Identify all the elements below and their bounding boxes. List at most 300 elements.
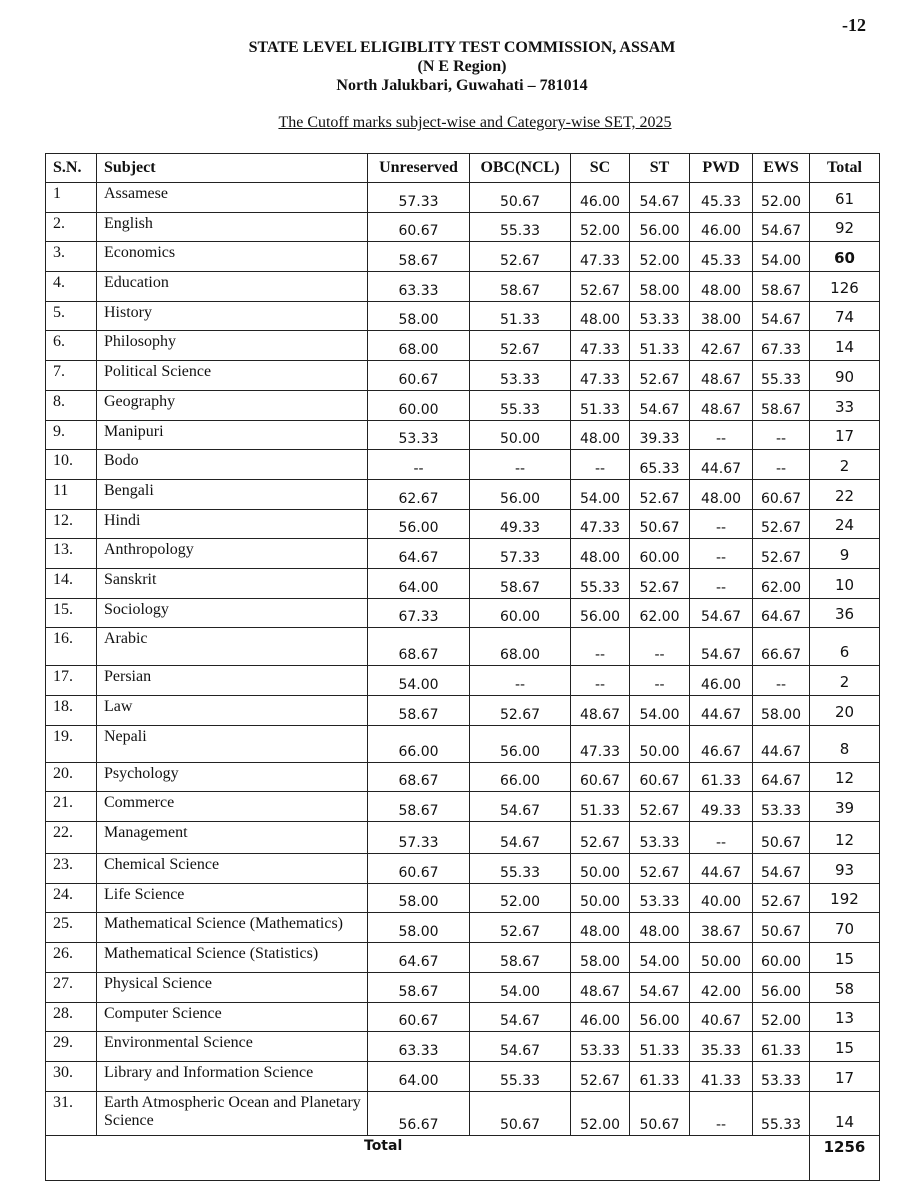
col-header-ews: EWS: [753, 154, 810, 183]
cell-sn: 4.: [46, 272, 97, 302]
cell-sn: 6.: [46, 331, 97, 361]
cell-total: 10: [810, 568, 880, 598]
cell-unreserved: 57.33: [368, 822, 470, 854]
table-row: [46, 666, 880, 696]
cell-sc: 52.67: [571, 272, 630, 302]
cell-pwd: 40.67: [690, 1002, 753, 1032]
cell-unreserved: 60.67: [368, 212, 470, 242]
table-row: [46, 479, 880, 509]
cell-ews: 52.67: [753, 883, 810, 913]
table-row: [46, 509, 880, 539]
cell-sn: 9.: [46, 420, 97, 450]
cell-sn: 22.: [46, 822, 97, 854]
cell-pwd: 46.00: [690, 666, 753, 696]
grand-total: 1256: [810, 1135, 880, 1180]
cell-pwd: 46.67: [690, 725, 753, 762]
cell-total: 14: [810, 331, 880, 361]
cell-unreserved: 63.33: [368, 1032, 470, 1062]
cell-subject: Mathematical Science (Statistics): [97, 943, 368, 973]
cell-st: 56.00: [630, 212, 690, 242]
table-row: [46, 301, 880, 331]
cell-pwd: --: [690, 822, 753, 854]
cell-ews: 52.67: [753, 509, 810, 539]
cell-total: 24: [810, 509, 880, 539]
cell-unreserved: 64.00: [368, 1061, 470, 1091]
cell-pwd: 46.00: [690, 212, 753, 242]
cell-subject: Physical Science: [97, 972, 368, 1002]
cell-subject: Bengali: [97, 479, 368, 509]
cell-pwd: 45.33: [690, 183, 753, 213]
cell-sn: 21.: [46, 792, 97, 822]
cell-st: 54.00: [630, 943, 690, 973]
cell-obc: 57.33: [470, 539, 571, 569]
cell-sn: 28.: [46, 1002, 97, 1032]
cell-ews: 64.67: [753, 598, 810, 628]
cell-sn: 18.: [46, 696, 97, 726]
cell-unreserved: 67.33: [368, 598, 470, 628]
cell-ews: 58.67: [753, 272, 810, 302]
cell-subject: Education: [97, 272, 368, 302]
cell-subject: Anthropology: [97, 539, 368, 569]
cell-sn: 19.: [46, 725, 97, 762]
cell-st: 54.67: [630, 183, 690, 213]
cell-subject: Earth Atmospheric Ocean and Planetary Science: [97, 1091, 368, 1135]
cell-st: 65.33: [630, 450, 690, 480]
cell-pwd: 35.33: [690, 1032, 753, 1062]
cell-pwd: 44.67: [690, 696, 753, 726]
cell-subject: Political Science: [97, 361, 368, 391]
cell-obc: 55.33: [470, 390, 571, 420]
cell-subject: Arabic: [97, 628, 368, 666]
cell-unreserved: 56.67: [368, 1091, 470, 1135]
cell-sn: 30.: [46, 1061, 97, 1091]
cell-subject: Assamese: [97, 183, 368, 213]
cell-ews: 60.00: [753, 943, 810, 973]
cell-sn: 8.: [46, 390, 97, 420]
cell-st: 60.00: [630, 539, 690, 569]
cell-sn: 12.: [46, 509, 97, 539]
cell-subject: Chemical Science: [97, 854, 368, 884]
cell-total: 13: [810, 1002, 880, 1032]
cell-st: 53.33: [630, 883, 690, 913]
cell-ews: --: [753, 420, 810, 450]
cell-pwd: 45.33: [690, 242, 753, 272]
table-row: [46, 361, 880, 391]
cell-pwd: 41.33: [690, 1061, 753, 1091]
table-row: [46, 822, 880, 854]
cell-subject: Environmental Science: [97, 1032, 368, 1062]
cell-st: 58.00: [630, 272, 690, 302]
cell-unreserved: 64.00: [368, 568, 470, 598]
cell-sn: 24.: [46, 883, 97, 913]
cell-pwd: 40.00: [690, 883, 753, 913]
cell-obc: 68.00: [470, 628, 571, 666]
cell-sn: 11: [46, 479, 97, 509]
cell-st: 54.00: [630, 696, 690, 726]
cell-sc: --: [571, 666, 630, 696]
cell-unreserved: 68.00: [368, 331, 470, 361]
cell-pwd: --: [690, 1091, 753, 1135]
cell-pwd: 49.33: [690, 792, 753, 822]
cell-subject: Mathematical Science (Mathematics): [97, 913, 368, 943]
table-row: [46, 568, 880, 598]
cell-subject: Management: [97, 822, 368, 854]
cell-st: 52.67: [630, 792, 690, 822]
table-row: [46, 1032, 880, 1062]
cell-total: 39: [810, 792, 880, 822]
table-row: [46, 598, 880, 628]
col-header-sn: S.N.: [46, 154, 97, 183]
cell-st: 52.67: [630, 568, 690, 598]
cell-subject: Geography: [97, 390, 368, 420]
table-row: [46, 390, 880, 420]
cell-subject: Life Science: [97, 883, 368, 913]
col-header-st: ST: [630, 154, 690, 183]
table-row: [46, 539, 880, 569]
cell-obc: 54.67: [470, 822, 571, 854]
cell-st: --: [630, 666, 690, 696]
cell-sc: 55.33: [571, 568, 630, 598]
table-row: [46, 628, 880, 666]
table-row: [46, 1002, 880, 1032]
cell-obc: 55.33: [470, 212, 571, 242]
cell-total: 126: [810, 272, 880, 302]
cell-pwd: 48.67: [690, 361, 753, 391]
cell-sc: 52.00: [571, 212, 630, 242]
cell-st: --: [630, 628, 690, 666]
cell-ews: 55.33: [753, 1091, 810, 1135]
cell-sn: 20.: [46, 762, 97, 792]
cell-subject: Computer Science: [97, 1002, 368, 1032]
cell-unreserved: 54.00: [368, 666, 470, 696]
cell-sn: 31.: [46, 1091, 97, 1135]
cell-st: 39.33: [630, 420, 690, 450]
cell-sn: 15.: [46, 598, 97, 628]
cell-unreserved: 68.67: [368, 628, 470, 666]
cell-ews: 56.00: [753, 972, 810, 1002]
cell-obc: 52.67: [470, 242, 571, 272]
table-row: [46, 1061, 880, 1091]
cell-sc: 47.33: [571, 509, 630, 539]
cell-unreserved: 60.67: [368, 1002, 470, 1032]
cutoff-table: [45, 153, 880, 1181]
cell-ews: 52.00: [753, 183, 810, 213]
cell-ews: 62.00: [753, 568, 810, 598]
cell-st: 62.00: [630, 598, 690, 628]
cell-ews: --: [753, 666, 810, 696]
cell-ews: 54.67: [753, 301, 810, 331]
cell-sc: 48.00: [571, 913, 630, 943]
cell-unreserved: 58.67: [368, 972, 470, 1002]
cell-sn: 2.: [46, 212, 97, 242]
cell-obc: 52.00: [470, 883, 571, 913]
cell-pwd: --: [690, 568, 753, 598]
cell-total: 9: [810, 539, 880, 569]
cell-pwd: 44.67: [690, 450, 753, 480]
cell-sc: 51.33: [571, 792, 630, 822]
col-header-pwd: PWD: [690, 154, 753, 183]
cell-total: 90: [810, 361, 880, 391]
cell-unreserved: 58.67: [368, 696, 470, 726]
cell-pwd: 38.00: [690, 301, 753, 331]
table-row: [46, 762, 880, 792]
cell-st: 54.67: [630, 390, 690, 420]
cell-obc: 56.00: [470, 479, 571, 509]
table-row: [46, 725, 880, 762]
cell-unreserved: 60.67: [368, 361, 470, 391]
cell-ews: 61.33: [753, 1032, 810, 1062]
cell-sc: 58.00: [571, 943, 630, 973]
cell-unreserved: 58.00: [368, 301, 470, 331]
cell-sn: 7.: [46, 361, 97, 391]
cell-sn: 17.: [46, 666, 97, 696]
cell-pwd: --: [690, 509, 753, 539]
cell-obc: 54.00: [470, 972, 571, 1002]
cell-sc: 48.67: [571, 972, 630, 1002]
cell-st: 53.33: [630, 301, 690, 331]
col-header-sc: SC: [571, 154, 630, 183]
cell-pwd: 48.00: [690, 272, 753, 302]
cell-obc: 54.67: [470, 792, 571, 822]
cell-sc: 48.67: [571, 696, 630, 726]
cell-obc: 50.00: [470, 420, 571, 450]
cell-obc: 51.33: [470, 301, 571, 331]
cell-pwd: 54.67: [690, 598, 753, 628]
cell-subject: Persian: [97, 666, 368, 696]
cell-subject: Psychology: [97, 762, 368, 792]
cell-ews: 53.33: [753, 1061, 810, 1091]
cell-obc: --: [470, 450, 571, 480]
cell-total: 61: [810, 183, 880, 213]
col-header-obc: OBC(NCL): [470, 154, 571, 183]
cell-sc: --: [571, 628, 630, 666]
cell-sc: 60.67: [571, 762, 630, 792]
cell-total: 33: [810, 390, 880, 420]
cell-obc: 53.33: [470, 361, 571, 391]
table-row: [46, 913, 880, 943]
cell-sc: 52.67: [571, 822, 630, 854]
cell-st: 56.00: [630, 1002, 690, 1032]
table-row: [46, 792, 880, 822]
table-caption: [0, 114, 924, 132]
cell-ews: 58.67: [753, 390, 810, 420]
table-header-row: [46, 154, 880, 183]
cell-ews: 53.33: [753, 792, 810, 822]
cell-pwd: 44.67: [690, 854, 753, 884]
cell-st: 52.00: [630, 242, 690, 272]
cell-st: 52.67: [630, 854, 690, 884]
table-row: [46, 1091, 880, 1135]
cell-subject: Bodo: [97, 450, 368, 480]
cell-ews: 50.67: [753, 822, 810, 854]
cell-unreserved: 56.00: [368, 509, 470, 539]
table-row: [46, 183, 880, 213]
cell-pwd: --: [690, 539, 753, 569]
table-row: [46, 943, 880, 973]
cell-sn: 16.: [46, 628, 97, 666]
cell-obc: 58.67: [470, 943, 571, 973]
cell-pwd: 50.00: [690, 943, 753, 973]
cell-sc: 46.00: [571, 1002, 630, 1032]
cell-subject: English: [97, 212, 368, 242]
cell-obc: --: [470, 666, 571, 696]
cell-unreserved: 64.67: [368, 943, 470, 973]
org-name: STATE LEVEL ELIGIBLITY TEST COMMISSION, ASSAM: [248, 39, 676, 56]
table-row: [46, 450, 880, 480]
cell-unreserved: 57.33: [368, 183, 470, 213]
cell-subject: Library and Information Science: [97, 1061, 368, 1091]
cell-total: 2: [810, 450, 880, 480]
cell-ews: 67.33: [753, 331, 810, 361]
cell-st: 50.67: [630, 509, 690, 539]
cell-sn: 25.: [46, 913, 97, 943]
cell-unreserved: 68.67: [368, 762, 470, 792]
cell-pwd: 42.67: [690, 331, 753, 361]
cell-st: 54.67: [630, 972, 690, 1002]
cell-obc: 66.00: [470, 762, 571, 792]
cell-total: 74: [810, 301, 880, 331]
cell-ews: 50.67: [753, 913, 810, 943]
cell-sc: 47.33: [571, 361, 630, 391]
cell-obc: 60.00: [470, 598, 571, 628]
table-row: [46, 854, 880, 884]
cell-pwd: 48.00: [690, 479, 753, 509]
cell-obc: 52.67: [470, 331, 571, 361]
cell-ews: 58.00: [753, 696, 810, 726]
cell-sn: 5.: [46, 301, 97, 331]
table-body: [46, 183, 880, 1136]
cell-ews: 54.67: [753, 212, 810, 242]
cell-sn: 14.: [46, 568, 97, 598]
cell-subject: Hindi: [97, 509, 368, 539]
cell-sn: 29.: [46, 1032, 97, 1062]
cell-sn: 27.: [46, 972, 97, 1002]
cell-subject: Manipuri: [97, 420, 368, 450]
address: North Jalukbari, Guwahati – 781014: [336, 77, 588, 94]
cell-sc: 47.33: [571, 725, 630, 762]
col-header-unreserved: Unreserved: [368, 154, 470, 183]
cell-subject: Nepali: [97, 725, 368, 762]
cell-sc: 53.33: [571, 1032, 630, 1062]
cell-sn: 23.: [46, 854, 97, 884]
table-row: [46, 242, 880, 272]
table-row: [46, 272, 880, 302]
cell-unreserved: 62.67: [368, 479, 470, 509]
cell-st: 51.33: [630, 1032, 690, 1062]
table-row: [46, 972, 880, 1002]
cell-subject: Economics: [97, 242, 368, 272]
cell-subject: History: [97, 301, 368, 331]
cell-total: 6: [810, 628, 880, 666]
cell-sn: 10.: [46, 450, 97, 480]
table-row: [46, 696, 880, 726]
cell-pwd: 48.67: [690, 390, 753, 420]
cell-st: 61.33: [630, 1061, 690, 1091]
cell-unreserved: 63.33: [368, 272, 470, 302]
cell-sn: 3.: [46, 242, 97, 272]
total-row: [46, 1135, 880, 1180]
cell-obc: 54.67: [470, 1032, 571, 1062]
cell-sc: 47.33: [571, 242, 630, 272]
cell-unreserved: 53.33: [368, 420, 470, 450]
cell-sc: 56.00: [571, 598, 630, 628]
cell-sc: 48.00: [571, 301, 630, 331]
cell-total: 70: [810, 913, 880, 943]
cell-sn: 26.: [46, 943, 97, 973]
cell-st: 51.33: [630, 331, 690, 361]
total-label: Total: [46, 1135, 810, 1180]
cell-obc: 55.33: [470, 1061, 571, 1091]
cell-st: 60.67: [630, 762, 690, 792]
cell-st: 50.00: [630, 725, 690, 762]
cell-st: 50.67: [630, 1091, 690, 1135]
cell-obc: 58.67: [470, 272, 571, 302]
cell-sc: 48.00: [571, 420, 630, 450]
cell-total: 58: [810, 972, 880, 1002]
header-text: [0, 38, 924, 95]
cell-unreserved: --: [368, 450, 470, 480]
cell-obc: 54.67: [470, 1002, 571, 1032]
table-row: [46, 331, 880, 361]
cell-pwd: 38.67: [690, 913, 753, 943]
cell-st: 48.00: [630, 913, 690, 943]
region: (N E Region): [417, 58, 507, 75]
cell-obc: 50.67: [470, 183, 571, 213]
cell-total: 60: [810, 242, 880, 272]
cell-obc: 49.33: [470, 509, 571, 539]
cell-st: 52.67: [630, 361, 690, 391]
cell-total: 36: [810, 598, 880, 628]
cell-unreserved: 58.00: [368, 913, 470, 943]
cell-st: 53.33: [630, 822, 690, 854]
cell-sc: 52.00: [571, 1091, 630, 1135]
cell-obc: 56.00: [470, 725, 571, 762]
cell-sn: 1: [46, 183, 97, 213]
cell-sc: 50.00: [571, 883, 630, 913]
cell-subject: Sanskrit: [97, 568, 368, 598]
cell-ews: 54.00: [753, 242, 810, 272]
table-row: [46, 420, 880, 450]
table-row: [46, 212, 880, 242]
cell-total: 22: [810, 479, 880, 509]
cell-pwd: 54.67: [690, 628, 753, 666]
cell-ews: 52.67: [753, 539, 810, 569]
cell-ews: --: [753, 450, 810, 480]
cell-sc: 52.67: [571, 1061, 630, 1091]
cell-total: 12: [810, 762, 880, 792]
cell-ews: 66.67: [753, 628, 810, 666]
cell-ews: 60.67: [753, 479, 810, 509]
cell-unreserved: 60.00: [368, 390, 470, 420]
cell-subject: Philosophy: [97, 331, 368, 361]
cell-total: 8: [810, 725, 880, 762]
cell-pwd: 42.00: [690, 972, 753, 1002]
caption-text: The Cutoff marks subject-wise and Category-wise SET, 2025: [278, 114, 672, 131]
cell-total: 14: [810, 1091, 880, 1135]
cell-total: 20: [810, 696, 880, 726]
cell-sc: 54.00: [571, 479, 630, 509]
cell-subject: Law: [97, 696, 368, 726]
cell-total: 15: [810, 943, 880, 973]
table-row: [46, 883, 880, 913]
cell-sc: 47.33: [571, 331, 630, 361]
col-header-subject: Subject: [97, 154, 368, 183]
cell-unreserved: 58.67: [368, 242, 470, 272]
cell-total: 17: [810, 1061, 880, 1091]
cell-unreserved: 64.67: [368, 539, 470, 569]
cell-unreserved: 60.67: [368, 854, 470, 884]
cell-ews: 52.00: [753, 1002, 810, 1032]
